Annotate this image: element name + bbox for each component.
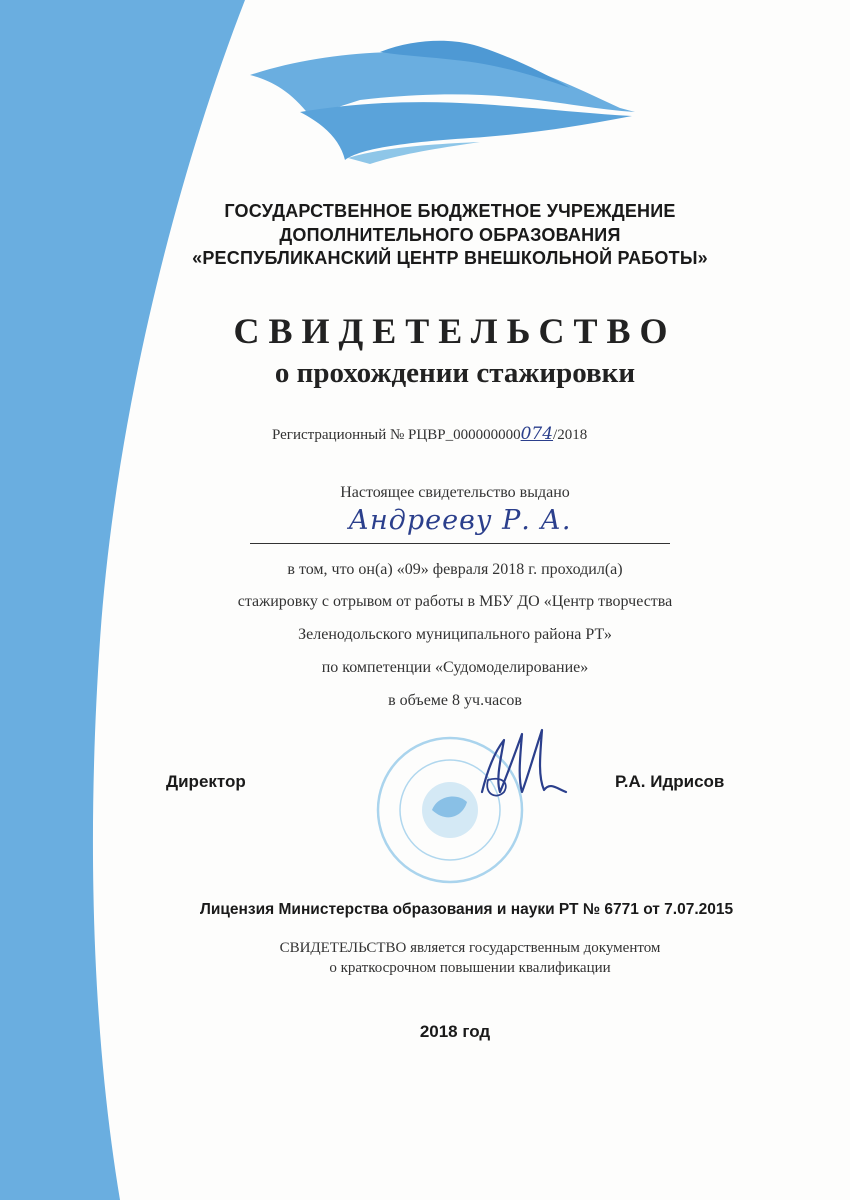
director-name: Р.А. Идрисов xyxy=(615,772,725,791)
issued-to-label: Настоящее свидетельство выдано xyxy=(340,484,570,501)
registration-prefix: Регистрационный № РЦВР_000000000 xyxy=(272,427,521,443)
body-line-1: в том, что он(а) «09» февраля 2018 г. проходил(а) xyxy=(287,561,623,578)
director-label: Директор xyxy=(166,772,246,791)
note-line-1: СВИДЕТЕЛЬСТВО является государственным документом xyxy=(279,940,661,956)
registration-suffix: /2018 xyxy=(553,427,588,443)
note-line-2: о краткосрочном повышении квалификации xyxy=(329,960,611,976)
license-info: Лицензия Министерства образования и науки РТ № 6771 от 7.07.2015 xyxy=(200,901,734,918)
boat-logo xyxy=(240,30,640,170)
director-signature xyxy=(470,720,580,810)
issue-year: 2018 год xyxy=(419,1022,491,1041)
recipient-name: Андрееву Р. А. xyxy=(348,505,572,536)
body-line-3: Зеленодольского муниципального района РТ» xyxy=(298,626,612,643)
body-line-2: стажировку с отрывом от работы в МБУ ДО «Центр творчества xyxy=(237,593,673,610)
body-line-4: по компетенции «Судомоделирование» xyxy=(321,659,589,676)
recipient-underline xyxy=(250,543,670,544)
organization-line-3: «РЕСПУБЛИКАНСКИЙ ЦЕНТР ВНЕШКОЛЬНОЙ РАБОТЫ» xyxy=(192,248,708,268)
certificate-title: СВИДЕТЕЛЬСТВО xyxy=(233,311,677,351)
organization-line-1: ГОСУДАРСТВЕННОЕ БЮДЖЕТНОЕ УЧРЕЖДЕНИЕ xyxy=(224,201,676,221)
registration-handwritten-number: 074 xyxy=(520,424,554,444)
body-line-5: в объеме 8 уч.часов xyxy=(388,692,522,709)
certificate-subtitle: о прохождении стажировки xyxy=(274,357,636,389)
organization-line-2: ДОПОЛНИТЕЛЬНОГО ОБРАЗОВАНИЯ xyxy=(279,225,621,245)
registration-number xyxy=(272,424,587,444)
